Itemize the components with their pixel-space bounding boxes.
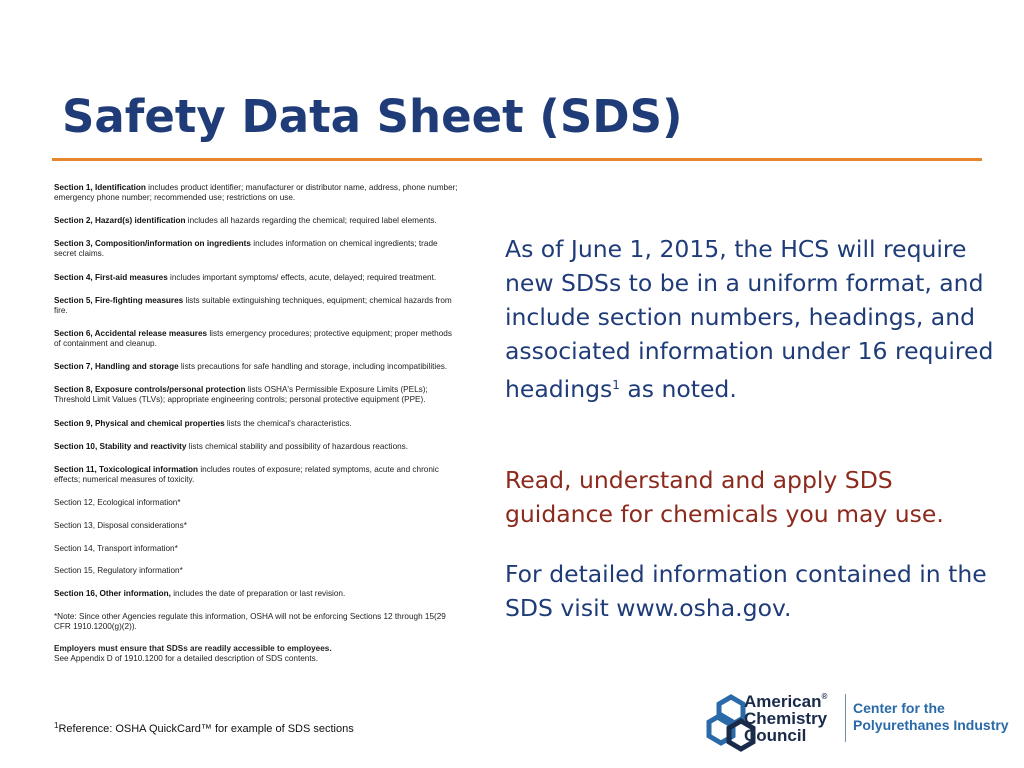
sds-section-13: Section 13, Disposal considerations* bbox=[54, 520, 187, 530]
logo-line-1: American® bbox=[744, 692, 828, 711]
slide-title: Safety Data Sheet (SDS) bbox=[62, 90, 683, 143]
sds-section-10: Section 10, Stability and reactivity lists chemical stability and possibility of hazardous reactions. bbox=[54, 441, 409, 451]
logo-subtitle: Center for the Polyurethanes Industry bbox=[853, 700, 1009, 733]
osha-link-paragraph: For detailed information contained in the SDS visit www.osha.gov. bbox=[505, 560, 987, 622]
sds-section-9: Section 9, Physical and chemical properties lists the chemical's characteristics. bbox=[54, 418, 352, 428]
sds-section-6: Section 6, Accidental release measures lists emergency procedures; protective equipment; proper methods of containment and cleanup. bbox=[54, 328, 452, 348]
guidance-paragraph: Read, understand and apply SDS guidance for chemicals you may use. bbox=[505, 466, 944, 528]
hcs-paragraph: As of June 1, 2015, the HCS will require new SDSs to be in a uniform format, and include section numbers, headings, and associated information under 16 required headings$^1$ as noted. bbox=[505, 235, 994, 403]
sds-section-16: Section 16, Other information, includes the date of preparation or last revision. bbox=[54, 589, 346, 599]
logo-divider bbox=[845, 694, 846, 742]
sds-note: *Note: Since other Agencies regulate this information, OSHA will not be enforcing Sections 12 through 15(29 CFR 1910.1200(g)(2)). bbox=[54, 612, 446, 632]
sds-section-12: Section 12, Ecological information* bbox=[54, 498, 181, 508]
sds-section-15: Section 15, Regulatory information* bbox=[54, 566, 183, 576]
sds-section-11: Section 11, Toxicological information includes routes of exposure; related symptoms, acute and chronic effects; numerical measures of toxicity. bbox=[54, 464, 439, 484]
employers-notice: Employers must ensure that SDSs are readily accessible to employees. See Appendix D of 1910.1200 for a detailed description of SDS contents. bbox=[54, 644, 332, 664]
sds-section-14: Section 14, Transport information* bbox=[54, 543, 178, 553]
sds-sections-list bbox=[54, 183, 459, 664]
sds-section-3: Section 3, Composition/information on ingredients includes information on chemical ingredients; trade secret claims. bbox=[54, 239, 438, 259]
logo-line-2: Chemistry bbox=[744, 709, 828, 728]
sds-section-5: Section 5, Fire-fighting measures lists suitable extinguishing techniques, equipment; chemical hazards from fire. bbox=[54, 295, 452, 315]
sds-section-1: Section 1, Identification includes product identifier; manufacturer or distributor name, address, phone number; emergency phone number; recommended use; restrictions on use. bbox=[54, 183, 458, 202]
title-divider bbox=[52, 158, 982, 161]
reference-footnote: $^1$Reference: OSHA QuickCard™ for example of SDS sections bbox=[54, 721, 354, 735]
acc-logo-text bbox=[744, 688, 827, 744]
sds-section-4: Section 4, First-aid measures includes important symptoms/ effects, acute, delayed; required treatment. bbox=[54, 272, 437, 282]
sds-section-7: Section 7, Handling and storage lists precautions for safe handling and storage, including incompatibilities. bbox=[54, 362, 448, 372]
logo-line-3: Council bbox=[744, 726, 807, 745]
sds-section-2: Section 2, Hazard(s) identification includes all hazards regarding the chemical; required label elements. bbox=[54, 216, 437, 226]
sds-section-8: Section 8, Exposure controls/personal protection lists OSHA's Permissible Exposure Limits (PELs); Threshold Limit Values (TLVs); appropriate engineering controls; personal protective equipment (PPE). bbox=[54, 385, 428, 405]
